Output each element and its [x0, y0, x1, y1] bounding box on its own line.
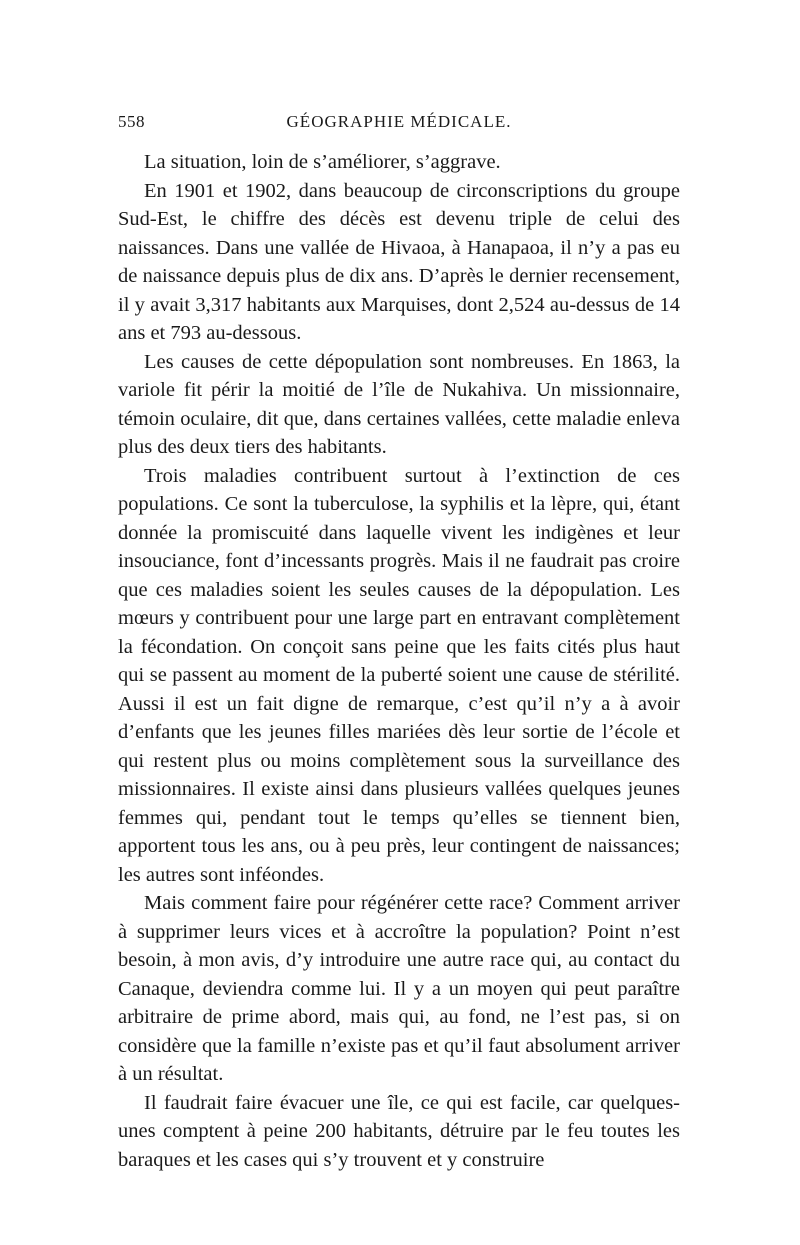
paragraph-1: La situation, loin de s’améliorer, s’aggrave.	[144, 151, 501, 173]
body-text	[118, 148, 680, 1174]
paragraph-5: Mais comment faire pour régénérer cette race? Comment arriver à supprimer leurs vices et à accroître la population? Point n’est besoin, à mon avis, d’y introduire une autre race qui, au contact du Canaque, deviendra comme lui. Il y a un moyen qui peut paraître arbitraire de prime abord, mais qui, au fond, ne l’est pas, si on considère que la famille n’existe pas et qu’il faut absolument arriver à un résultat.	[118, 892, 680, 1085]
paragraph-6: Il faudrait faire évacuer une île, ce qui est facile, car quelques-unes comptent à peine 200 habitants, détruire par le feu toutes les baraques et les cases qui s’y trouvent et y construire	[118, 1091, 680, 1171]
paragraph-3: Les causes de cette dépopulation sont nombreuses. En 1863, la variole fit périr la moitié de l’île de Nukahiva. Un missionnaire, témoin oculaire, dit que, dans certaines vallées, cette maladie enleva plus des deux tiers des habitants.	[118, 350, 680, 458]
running-header	[118, 112, 680, 142]
paragraph-4: Trois maladies contribuent surtout à l’extinction de ces populations. Ce sont la tuberculose, la syphilis et la lèpre, qui, étant donnée la promiscuité dans laquelle vivent les indigènes et leur insouciance, font d’incessants progrès. Mais il ne faudrait pas croire que ces maladies soient les seules causes de la dépopulation. Les mœurs y contribuent pour une large part en entravant complètement la fécondation. On conçoit sans peine que les faits cités plus haut qui se passent au moment de la puberté soient une cause de stérilité. Aussi il est un fait digne de remarque, c’est qu’il n’y a à avoir d’enfants que les jeunes filles mariées dès leur sortie de l’école et qui restent plus ou moins complètement sous la surveillance des missionnaires. Il existe ainsi dans plusieurs vallées quelques jeunes femmes qui, pendant tout le temps qu’elles se tiennent bien, apportent tous les ans, ou à peu près, leur contingent de naissances; les autres sont inféondes.	[118, 464, 680, 886]
paragraph-2: En 1901 et 1902, dans beaucoup de circonscriptions du groupe Sud-Est, le chiffre des décès est devenu triple de celui des naissances. Dans une vallée de Hivaoa, à Hanapaoa, il n’y a pas eu de naissance depuis plus de dix ans. D’après le dernier recensement, il y avait 3,317 habitants aux Marquises, dont 2,524 au-dessus de 14 ans et 793 au-dessous.	[118, 179, 680, 344]
running-title: GÉOGRAPHIE MÉDICALE.	[286, 112, 512, 131]
book-page	[118, 112, 680, 1174]
page-number: 558	[118, 112, 145, 131]
